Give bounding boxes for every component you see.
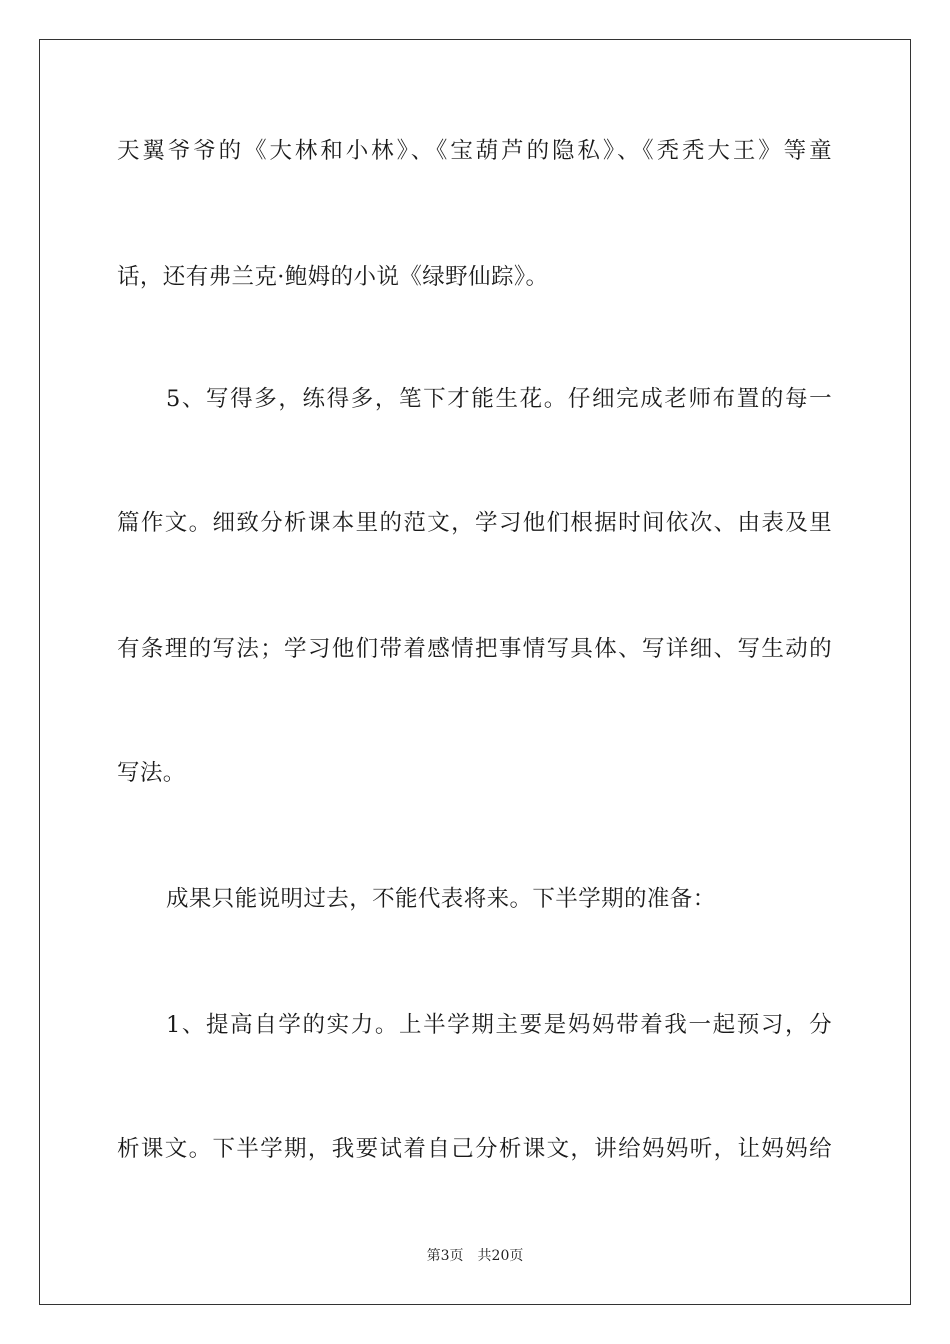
paragraph-first-line: 成果只能说明过去，不能代表将来。下半学期的准备： <box>166 886 716 912</box>
page-footer <box>0 1247 950 1265</box>
text-line: 析课文。下半学期，我要试着自己分析课文，讲给妈妈听，让妈妈给 <box>117 1136 832 1162</box>
page-total: 共20页 <box>477 1248 524 1264</box>
paragraph-first-line: 1、提高自学的实力。上半学期主要是妈妈带着我一起预习，分 <box>166 1012 832 1038</box>
text-line: 有条理的写法；学习他们带着感情把事情写具体、写详细、写生动的 <box>117 636 832 662</box>
page-frame <box>39 39 911 1305</box>
text-line: 篇作文。细致分析课本里的范文，学习他们根据时间依次、由表及里 <box>117 510 832 536</box>
paragraph-first-line: 5、写得多，练得多，笔下才能生花。仔细完成老师布置的每一 <box>166 386 832 412</box>
text-line: 话，还有弗兰克·鲍姆的小说《绿野仙踪》。 <box>117 264 549 290</box>
text-line: 天翼爷爷的《大林和小林》、《宝葫芦的隐私》、《秃秃大王》等童 <box>117 138 832 164</box>
text-line: 写法。 <box>117 760 186 786</box>
page-number: 第3页 <box>426 1248 464 1264</box>
